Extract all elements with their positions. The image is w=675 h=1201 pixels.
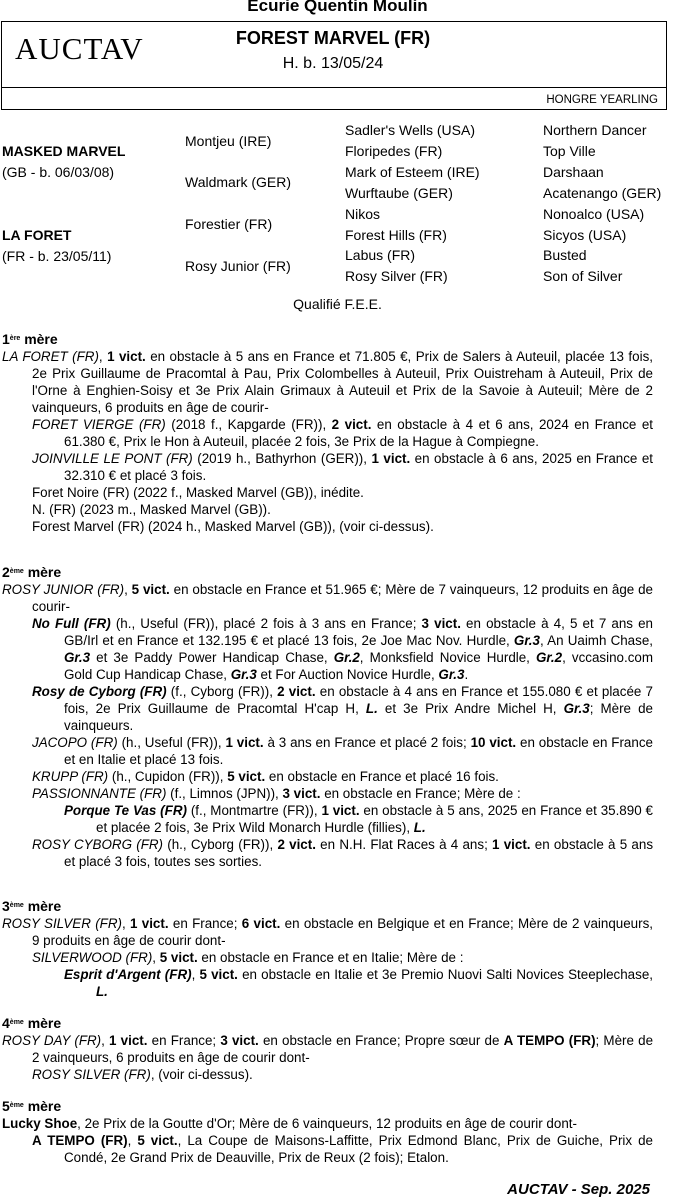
footer-credit: AUCTAV - Sep. 2025 <box>507 1181 650 1198</box>
pedigree-gen3: Labus (FR) <box>345 247 416 263</box>
fifth-dam-section <box>2 1098 653 1166</box>
pedigree-gen3: Mark of Esteem (IRE) <box>345 164 480 180</box>
pedigree-gen3: Nikos <box>345 206 381 222</box>
produce-entry: N. (FR) (2023 m., Masked Marvel (GB)). <box>32 502 271 517</box>
pedigree-gen3: Forest Hills (FR) <box>345 227 447 243</box>
produce-entry: JOINVILLE LE PONT (FR) (2019 h., Bathyrhon (GER)), 1 vict. en obstacle à 6 ans, 2025 en France et 32.310 € et placé 3 fois. <box>32 451 654 483</box>
section-heading: 2ème mère <box>2 564 62 580</box>
qualification: Qualifié F.E.E. <box>293 296 382 312</box>
produce-entry: ROSY CYBORG (FR) (h., Cyborg (FR)), 2 vict. en N.H. Flat Races à 4 ans; 1 vict. en obstacle à 5 ans et placé 3 fois, toutes ses sorties. <box>32 837 654 869</box>
horse-name: FOREST MARVEL (FR) <box>235 28 431 48</box>
pedigree-gen4: Nonoalco (USA) <box>543 206 645 222</box>
produce-entry: KRUPP (FR) (h., Cupidon (FR)), 5 vict. en obstacle en France et placé 16 fois. <box>32 769 499 784</box>
produce-entry: SILVERWOOD (FR), 5 vict. en obstacle en France et en Italie; Mère de : <box>32 950 464 965</box>
pedigree-gen2: Waldmark (GER) <box>185 174 292 190</box>
section-heading: 5ème mère <box>2 1098 62 1114</box>
dam-name: LA FORET <box>2 227 72 243</box>
pedigree-gen4: Son of Silver <box>543 268 623 284</box>
section-heading: 3ème mère <box>2 898 62 914</box>
dam-entry: Lucky Shoe, 2e Prix de la Goutte d'Or; Mère de 6 vainqueurs, 12 produits en âge de courir dont- <box>2 1116 577 1131</box>
produce-entry: Porque Te Vas (FR) (f., Montmartre (FR)), 1 vict. en obstacle à 5 ans, 2025 en France et 35.890 € et placée 2 fois, 3e Prix Wild Monarch Hurdle (fillies), L. <box>64 803 653 835</box>
sire-name: MASKED MARVEL <box>2 143 126 159</box>
produce-entry: Forest Marvel (FR) (2024 h., Masked Marvel (GB)), (voir ci-dessus). <box>32 519 434 534</box>
produce-entry: Foret Noire (FR) (2022 f., Masked Marvel (GB)), inédite. <box>32 485 364 500</box>
dam-entry: ROSY JUNIOR (FR), 5 vict. en obstacle en France et 51.965 €; Mère de 7 vainqueurs, 12 produits en âge de courir- <box>2 582 653 614</box>
dam-entry: ROSY DAY (FR), 1 vict. en France; 3 vict. en obstacle en France; Propre sœur de A TEMPO (FR); Mère de 2 vainqueurs, 6 produits en âge de courir dont- <box>2 1033 654 1065</box>
pedigree-gen4: Northern Dancer <box>543 122 647 138</box>
produce-entry: ROSY SILVER (FR), (voir ci-dessus). <box>32 1067 253 1082</box>
pedigree-gen4: Busted <box>543 247 587 263</box>
produce-entry: No Full (FR) (h., Useful (FR)), placé 2 fois à 3 ans en France; 3 vict. en obstacle à 4, 5 et 7 ans en GB/Irl et en France et 132.195 € et placé 13 fois, 2e Joe Mac Nov. Hurdle, Gr.3, An Uaimh Chase, Gr.3 et 3e Paddy Power Handicap Chase, Gr.2, Monksfield Novice Hurdle, Gr.2, vccasino.com Gold Cup Handicap Chase, Gr.3 et For Auction Novice Hurdle, Gr.3. <box>32 616 654 682</box>
lot-type: HONGRE YEARLING <box>546 94 658 106</box>
pedigree-gen4: Top Ville <box>543 143 596 159</box>
section-heading: 4ème mère <box>2 1015 62 1031</box>
produce-entry: JACOPO (FR) (h., Useful (FR)), 1 vict. à 3 ans en France et placé 2 fois; 10 vict. en obstacle en France et en Italie et placé 13 fois. <box>32 735 653 767</box>
horse-info: H. b. 13/05/24 <box>282 55 384 72</box>
consignor-name: Ecurie Quentin Moulin <box>247 0 428 15</box>
pedigree-gen2: Montjeu (IRE) <box>185 133 272 149</box>
pedigree-gen3: Floripedes (FR) <box>345 143 443 159</box>
dam-entry: ROSY SILVER (FR), 1 vict. en France; 6 vict. en obstacle en Belgique et en France; Mère de 2 vainqueurs, 9 produits en âge de courir dont- <box>2 916 653 948</box>
third-dam-section <box>2 898 653 1000</box>
sire-info: (GB - b. 06/03/08) <box>2 164 115 180</box>
produce-entry: FORET VIERGE (FR) (2018 f., Kapgarde (FR)), 2 vict. en obstacle à 4 et 6 ans, 2024 en France et 61.380 €, Prix le Hon à Auteuil, placée 2 fois, 3e Prix de la Hague à Compiegne. <box>32 417 654 449</box>
produce-entry: PASSIONNANTE (FR) (f., Limnos (JPN)), 3 vict. en obstacle en France; Mère de : <box>32 786 521 801</box>
dam-entry: LA FORET (FR), 1 vict. en obstacle à 5 ans en France et 71.805 €, Prix de Salers à Auteuil, placée 13 fois, 2e Prix Guillaume de Pracomtal à Pau, Prix Colombelles à Auteuil, Prix Ouistreham à Auteuil, Prix de l'Orne à Enghien-Soisy et 3e Prix Alain Grimaux à Auteuil et Prix de la Savoie à Auteuil; Mère de 2 vainqueurs, 6 produits en âge de courir- <box>2 349 653 415</box>
second-dam-section <box>2 564 653 870</box>
dam-info: (FR - b. 23/05/11) <box>2 248 112 264</box>
pedigree-gen4: Acatenango (GER) <box>543 185 662 201</box>
produce-entry: Esprit d'Argent (FR), 5 vict. en obstacle en Italie et 3e Premio Nuovi Salti Novices Steeplechase, L. <box>64 967 653 999</box>
fourth-dam-section <box>2 1015 653 1083</box>
pedigree-gen2: Forestier (FR) <box>185 216 273 232</box>
produce-entry: Rosy de Cyborg (FR) (f., Cyborg (FR)), 2 vict. en obstacle à 4 ans en France et 155.080 € et placée 7 fois, 2e Prix Guillaume de Pracomtal H'cap H, L. et 3e Prix Andre Michel H, Gr.3; Mère de vainqueurs. <box>32 684 653 733</box>
section-heading: 1ère mère <box>2 331 58 347</box>
pedigree-gen3: Rosy Silver (FR) <box>345 268 448 284</box>
produce-entry: A TEMPO (FR), 5 vict., La Coupe de Maisons-Laffitte, Prix Edmond Blanc, Prix de Guiche, Prix de Condé, 2e Grand Prix de Deauville, Prix de Reux (2 fois); Etalon. <box>32 1133 653 1165</box>
pedigree-gen4: Darshaan <box>543 164 604 180</box>
first-dam-section <box>2 331 653 535</box>
pedigree-gen2: Rosy Junior (FR) <box>185 258 291 274</box>
pedigree-gen3: Sadler's Wells (USA) <box>345 122 475 138</box>
pedigree-gen3: Wurftaube (GER) <box>345 185 453 201</box>
pedigree-gen4: Sicyos (USA) <box>543 227 627 243</box>
auctav-logo: AUCTAV <box>15 31 144 66</box>
